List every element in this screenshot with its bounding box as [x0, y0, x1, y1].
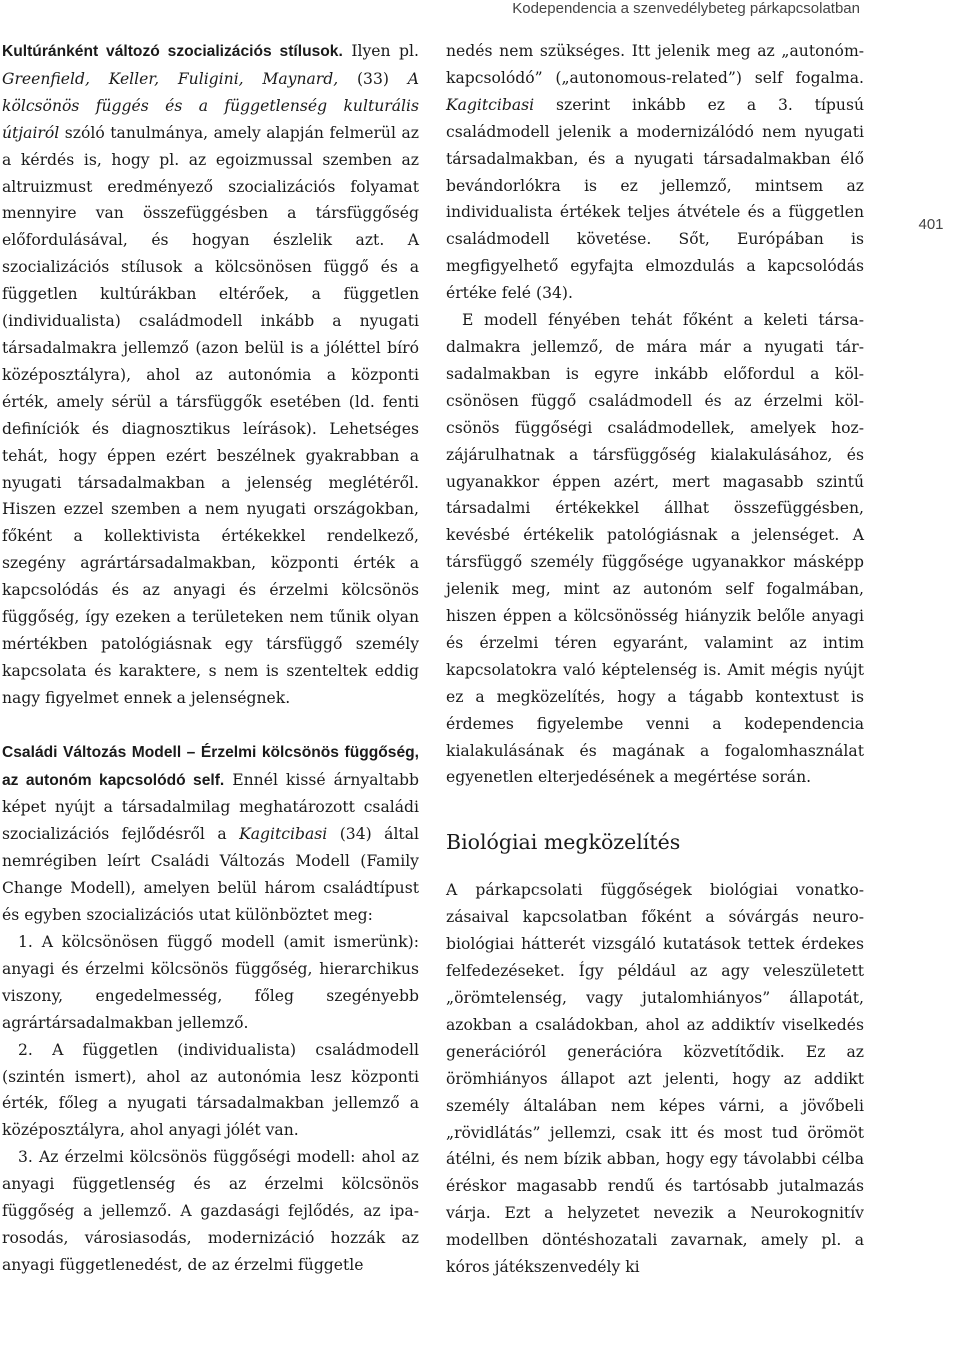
list-item-3: 3. Az érzelmi kölcsönös függőségi modell: ahol az anyagi függetlenség és az érzelmi kölcsönös függőség a jellemző. A gazdasági fejlődés, az iparosodás, városiasodás, modernizáció hozzák az anyagi függetlenedést, de az érzelmi függetle [2, 1148, 419, 1274]
text-run: (33) [338, 69, 408, 88]
inline-heading-family-change: Családi Változás Modell – Érzelmi kölcsönös függőség, az autonóm kapcsolódó self. [2, 743, 419, 789]
paragraph-family-change-model [2, 739, 419, 929]
paragraph-biological: A párkapcsolati függőségek biológiai vonatkozásaival kapcsolatban főként a sóvárgás neurobiológiai hátterét vizsgáló kutatások tettek érdekes felfedezéseket. Így például az agy veleszületett „örömtelenség, vagy jutalomhiányos” állapotát, azokban a családokban, ahol az addiktív viselkedés generációról generációra közvetítődik. Ez az örömhiányos állapot azt jelenti, hogy az addikt személy általában nem képes várni, a jövőbeli „rövidlátás” jellemzi, csak itt és most tud örömöt átélni, és nem bízik abban, hogy egy távolabbi célba éréskor magasabb rendű és tartósabb jutalmazás várja. Ezt a helyzetet nevezik a Neurokognitív modellben döntéshozatali zavarnak, amely pl. a kóros játékszenvedély ki [446, 881, 864, 1277]
page-number: 401 [918, 216, 944, 233]
list-item-2: 2. A független (individualista) családmodell (szintén ismert), ahol az autonómia lesz központi érték, főleg a nyugati társadalmakban jellemző a középosztályra, ahol anyagi jólét van. [2, 1040, 419, 1140]
text-run: Ennél kissé árnyaltabb képet nyújt a társadalmilag meghatározott családi szocializációs fejlődésről a [2, 770, 420, 844]
left-column [2, 38, 419, 1279]
text-run: szerint inkább ez a 3. típusú családmodell jelenik a modernizálódó nem nyugati társadalmakban, és a nyugati társadalmakban élő bevándorlókra is ez jellemző, mintsem az individualista értékek teljes átvétele és a független családmodell követése. Sőt, Európában is megfigyelhető egyfajta elmozdulás a kapcsolódás értéke felé (34). [446, 95, 864, 303]
section-title-biological: Biológiai megközelítés [446, 830, 681, 855]
right-column [446, 38, 864, 1281]
list-item-1: 1. A kölcsönösen függő modell (amit ismerünk): anyagi és érzelmi kölcsönös függőség, hierarchikus viszony, engedelmesség, főleg szegényebb agrártársadalmakban jellemző. [2, 933, 419, 1032]
author-italic: Kagitcibasi [239, 825, 328, 844]
author-italic: Kagitcibasi [446, 95, 535, 114]
study-title-italic: A kölcsönös függés és a függetlenség kulturális útjairól [2, 69, 419, 142]
text-run: szóló tanulmánya, amely alapján felmerül az a kérdés is, hogy pl. az egoizmussal szemben az altruizmust eredményező szocializációs folyamat mennyire van összefüggésben a társfüggőség előfordulásával, és hogyan észlelik azt. A szocializációs stílusok a kölcsönösen függő és a független kultúrákban eltérőek, a független (individualista) családmodell inkább a nyugati társadalmakra jellemző (azon belül is a jóléttel bíró középosztályra), ahol az autonómia a központi érték, amely sérül a társfüggők esetében (ld. fenti definíciók és diagnosztikus leírások). Lehetséges tehát, hogy éppen ezért beszélnek gyakrabban a nyugati társadalmakban a jelenség meglétéről. Hiszen ezzel szemben a nem nyugati országokban, főként a kollektivista értékekkel rendelkező, szegény agrártársadalmakban, központi érték a kapcsolódás és az anyagi és érzelmi kölcsönös függőség, így ezeken a területeken nem tűnik olyan mértékben patológiásnak egy társfüggő személy kapcsolata és karaktere, s nem is szenteltek eddig nagy figyelmet ennek a jelenségnek. [2, 123, 419, 707]
paragraph-model-light: E modell fényében tehát főként a keleti társadalmakra jellemző, de mára már a nyugati társadalmakban is egyre inkább előfordul a kölcsönösen függő családmodell és az érzelmi kölcsönös függőségi családmodellek, amelyek hozzájárulhatnak a társfüggőség kialakulásához, és ugyanakkor éppen azért, mert magasabb szintű társadalmi értékekkel állhat összefüggésben, kevésbé értékelik patológiásnak a jelenséget. A társfüggő személy függősége ugyanakkor másképp jelenik meg, mint az autonóm self fogalmában, hiszen éppen a kölcsönösség hiányzik belőle anyagi és érzelmi téren egyaránt, valamint az intim kapcsolatokra való képtelenség is. Amit mégis nyújt ez a megközelítés, hogy a tágabb kontextust is érdemes figyelembe venni a kodependencia kialakulásának és magának a fogalomhasználat egyenetlen elterjedésének a megértése során. [446, 311, 864, 787]
running-head: Kodependencia a szenvedélybeteg párkapcsolatban [512, 0, 860, 17]
inline-heading-socialization: Kultúránként változó szocializációs stílusok. [2, 43, 343, 60]
paragraph-continuation [446, 38, 864, 307]
text-run: Ilyen pl. [342, 42, 419, 60]
authors-italic: Greenfield, Keller, Fuligini, Maynard, [2, 69, 339, 88]
text-run: nedés nem szükséges. Itt jelenik meg az „autonóm-kapcsolódó” („autonomous-related”) self fogalma. [446, 42, 864, 87]
text-run: (34) által nemrégiben leírt Családi Változás Modell (Family Change Modell), amelyen belül három családtípust és egyben szocializációs utat különböztet meg: [2, 825, 419, 925]
paragraph-socialization-styles [2, 38, 419, 712]
